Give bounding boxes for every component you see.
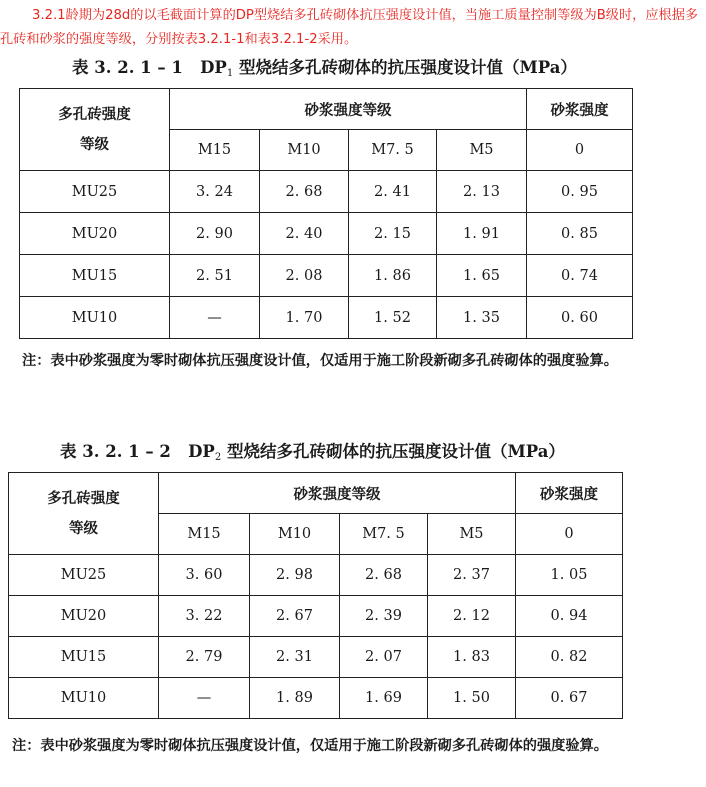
table-cell: 2. 67 (250, 596, 340, 637)
table-cell: 1. 89 (250, 678, 340, 719)
table-cell: 3. 22 (159, 596, 250, 637)
table-cell: 1. 91 (437, 213, 527, 255)
table-cell: MU10 (20, 297, 170, 339)
table-2-header-left-2: 等级 (69, 520, 98, 537)
table-cell: 2. 08 (260, 255, 349, 297)
table-1-header-mortar-strength: 砂浆强度 (527, 89, 633, 130)
table-2-header-row-1 (9, 473, 623, 514)
table-row (9, 555, 623, 596)
table-cell: 1. 52 (349, 297, 437, 339)
table-cell: MU15 (20, 255, 170, 297)
table-cell: 2. 68 (260, 171, 349, 213)
table-cell: 1. 86 (349, 255, 437, 297)
table-2 (8, 472, 623, 719)
intro-paragraph: 3.2.1龄期为28d的以毛截面计算的DP型烧结多孔砖砌体抗压强度设计值，当施工质量控制等级为B级时，应根据多孔砖和砂浆的强度等级，分别按表3.2.1-1和表3.2.1-2采用。 (0, 8, 699, 47)
table-cell: MU15 (9, 637, 159, 678)
table-2-caption (60, 438, 565, 463)
table-2-grade-cell: M7. 5 (340, 514, 428, 555)
table-cell: MU10 (9, 678, 159, 719)
table-cell: 2. 98 (250, 555, 340, 596)
table-cell: 0. 60 (527, 297, 633, 339)
table-1-header-row-1 (20, 89, 633, 130)
table-1-header-mortar-grade: 砂浆强度等级 (170, 89, 527, 130)
table-cell: 3. 60 (159, 555, 250, 596)
table-cell: 0. 82 (516, 637, 623, 678)
table-cell: 1. 05 (516, 555, 623, 596)
table-1-grade-cell: M10 (260, 130, 349, 171)
table-cell: 0. 94 (516, 596, 623, 637)
table-2-grade-cell: M15 (159, 514, 250, 555)
table-2-grade-cell: 0 (516, 514, 623, 555)
table-cell: 3. 24 (170, 171, 260, 213)
table-row (20, 213, 633, 255)
table-cell: 1. 83 (428, 637, 516, 678)
table-cell: — (159, 678, 250, 719)
table-cell: 0. 85 (527, 213, 633, 255)
table-1-grade-cell: M15 (170, 130, 260, 171)
table-2-dp: DP (188, 442, 215, 461)
table-1-header-left-1: 多孔砖强度 (58, 106, 131, 123)
table-cell: 2. 13 (437, 171, 527, 213)
table-cell: 2. 31 (250, 637, 340, 678)
table-cell: 2. 79 (159, 637, 250, 678)
table-1-grade-cell: M7. 5 (349, 130, 437, 171)
table-row (20, 255, 633, 297)
table-cell: 1. 70 (260, 297, 349, 339)
table-2-header-left-1: 多孔砖强度 (47, 490, 120, 507)
table-1-grade-cell: M5 (437, 130, 527, 171)
table-cell: 2. 15 (349, 213, 437, 255)
table-row (20, 171, 633, 213)
table-2-header-mortar-strength: 砂浆强度 (516, 473, 623, 514)
table-cell: 2. 07 (340, 637, 428, 678)
table-cell: 1. 50 (428, 678, 516, 719)
table-1-dp-sub: 1 (226, 68, 234, 79)
table-2-note: 注：表中砂浆强度为零时砌体抗压强度设计值，仅适用于施工阶段新砌多孔砖砌体的强度验算。 (12, 738, 608, 754)
table-cell: 0. 74 (527, 255, 633, 297)
table-2-header-mortar-grade: 砂浆强度等级 (159, 473, 516, 514)
table-cell: MU25 (20, 171, 170, 213)
table-1-header-brick-grade (20, 89, 170, 171)
table-cell: 1. 65 (437, 255, 527, 297)
table-cell: 0. 95 (527, 171, 633, 213)
table-cell: MU20 (20, 213, 170, 255)
table-2-grade-cell: M10 (250, 514, 340, 555)
table-cell: 1. 35 (437, 297, 527, 339)
table-cell: — (170, 297, 260, 339)
table-cell: MU25 (9, 555, 159, 596)
table-cell: 2. 51 (170, 255, 260, 297)
table-1-dp: DP (200, 58, 227, 77)
table-row (9, 596, 623, 637)
table-cell: 2. 40 (260, 213, 349, 255)
table-2-grade-cell: M5 (428, 514, 516, 555)
table-cell: 2. 39 (340, 596, 428, 637)
table-row (20, 297, 633, 339)
table-1 (19, 88, 633, 339)
table-2-dp-sub: 2 (214, 452, 222, 463)
table-row (9, 678, 623, 719)
table-2-header-brick-grade (9, 473, 159, 555)
table-1-number: 表 3. 2. 1 – 1 (72, 58, 183, 77)
table-cell: 2. 37 (428, 555, 516, 596)
table-cell: 0. 67 (516, 678, 623, 719)
table-1-header-left-2: 等级 (80, 136, 109, 153)
table-cell: 2. 90 (170, 213, 260, 255)
table-1-title: 型烧结多孔砖砌体的抗压强度设计值（MPa） (238, 58, 577, 77)
table-1-caption (72, 54, 577, 79)
table-cell: 2. 41 (349, 171, 437, 213)
table-cell: 2. 12 (428, 596, 516, 637)
table-cell: MU20 (9, 596, 159, 637)
table-2-number: 表 3. 2. 1 – 2 (60, 442, 171, 461)
table-cell: 1. 69 (340, 678, 428, 719)
table-cell: 2. 68 (340, 555, 428, 596)
table-1-grade-cell: 0 (527, 130, 633, 171)
table-2-title: 型烧结多孔砖砌体的抗压强度设计值（MPa） (226, 442, 565, 461)
table-1-note: 注：表中砂浆强度为零时砌体抗压强度设计值，仅适用于施工阶段新砌多孔砖砌体的强度验算。 (22, 353, 618, 369)
table-row (9, 637, 623, 678)
